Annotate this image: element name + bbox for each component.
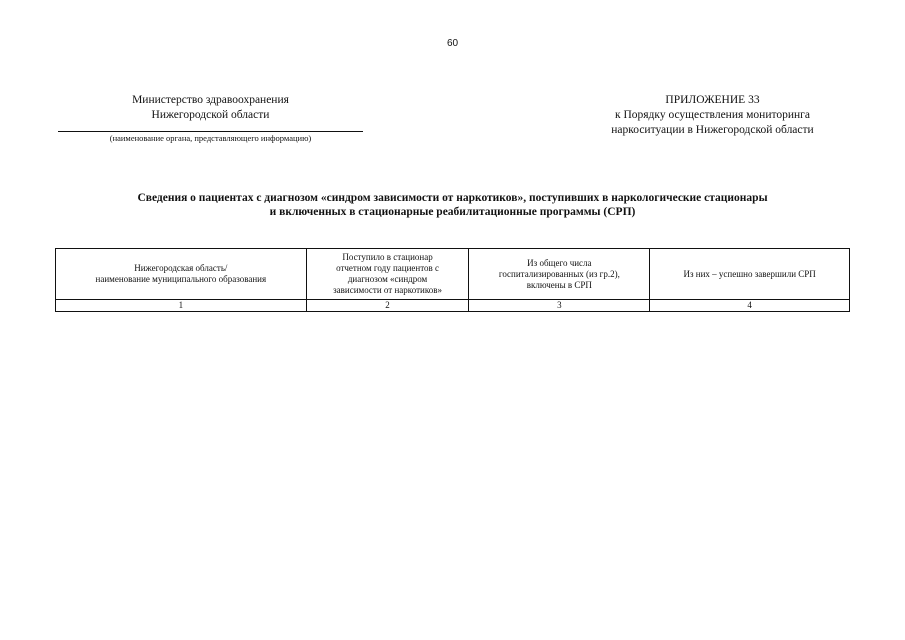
column-header-completed: Из них – успешно завершили СРП [650,249,850,300]
organization-signature-line [58,131,363,132]
column-header-admitted: Поступило в стационар отчетном году пациентов с диагнозом «синдром зависимости от наркотиков» [306,249,469,300]
organization-name-line1: Министерство здравоохранения [132,94,289,106]
organization-block [58,93,363,144]
report-title-line1: Сведения о пациентах с диагнозом «синдром зависимости от наркотиков», поступивших в наркологические стационары [137,192,768,204]
appendix-subtitle-line1: к Порядку осуществления мониторинга [614,109,810,121]
appendix-block [580,93,845,138]
appendix-title: ПРИЛОЖЕНИЕ 33 [665,94,760,106]
table-header-row [56,249,850,300]
column-header-included: Из общего числа госпитализированных (из гр.2), включены в СРП [469,249,650,300]
report-title-line2: и включенных в стационарные реабилитационные программы (СРП) [269,206,636,218]
page-number: 60 [446,38,459,49]
column-number: 1 [56,300,307,312]
organization-caption: (наименование органа, представляющего информацию) [109,133,312,143]
column-number: 2 [306,300,469,312]
column-number: 4 [650,300,850,312]
report-table [55,248,850,312]
organization-name-line2: Нижегородской области [151,109,270,121]
column-number: 3 [469,300,650,312]
column-header-region: Нижегородская область/ наименование муниципального образования [56,249,307,300]
table-number-row [56,300,850,312]
report-title [0,191,905,219]
appendix-subtitle-line2: наркоситуации в Нижегородской области [611,124,814,136]
